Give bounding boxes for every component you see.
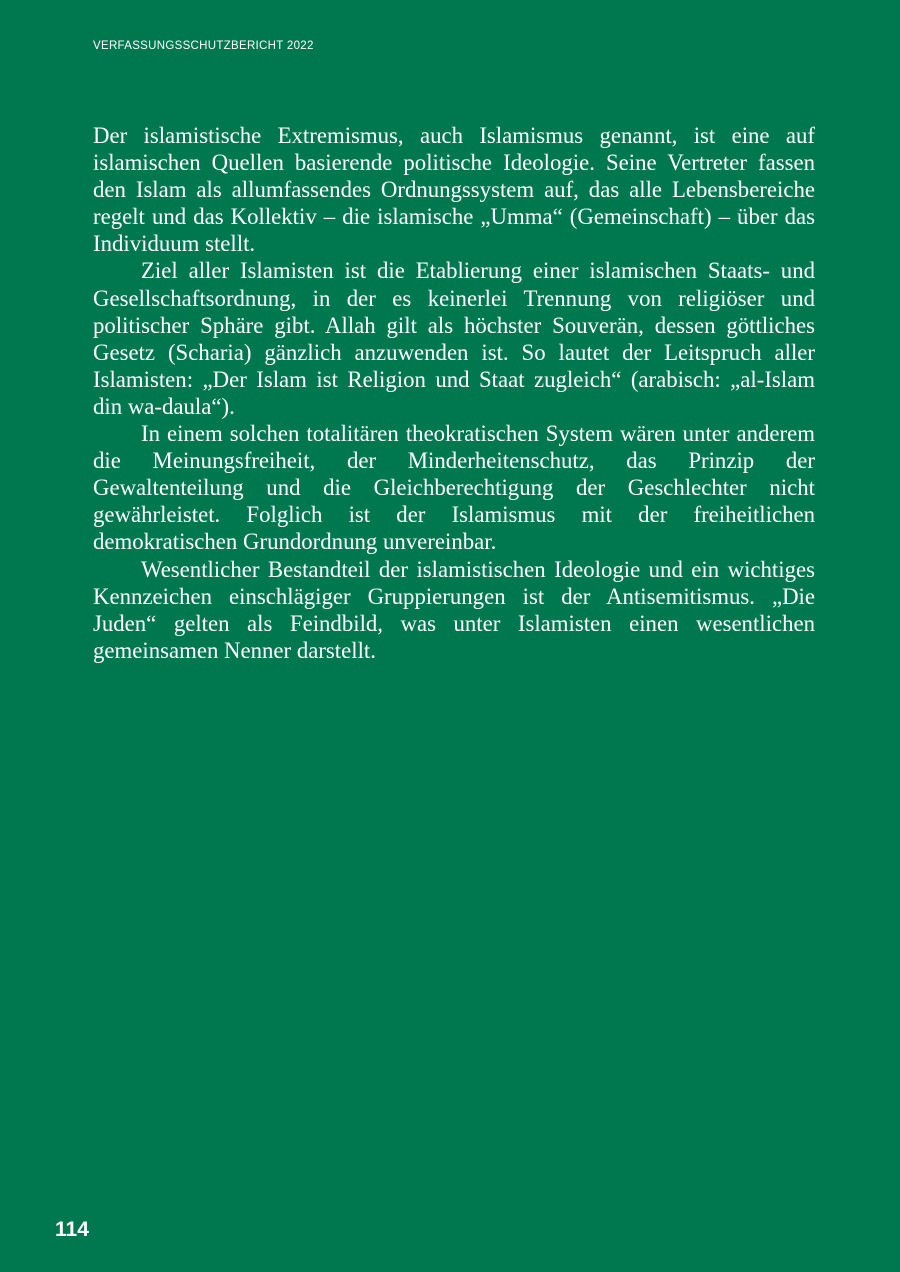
paragraph-4: Wesentlicher Bestandteil der islamistischen Ideologie und ein wichtiges Kennzeichen einschlägiger Gruppierungen ist der Antisemitismus. „Die Juden“ gelten als Feindbild, was unter Islamisten einen wesentlichen gemeinsamen Nenner darstellt.: [93, 556, 815, 663]
page-number: 114: [55, 1218, 89, 1241]
paragraph-2: Ziel aller Islamisten ist die Etablierung einer islamischen Staats- und Gesellschaftsordnung, in der es keinerlei Trennung von religiöser und politischer Sphäre gibt. Allah gilt als höchster Souverän, dessen göttliches Gesetz (Scharia) gänzlich anzuwenden ist. So lautet der Leitspruch aller Islamisten: „Der Islam ist Religion und Staat zugleich“ (arabisch: „al-Islam din wa-daula“).: [93, 258, 815, 419]
paragraph-1: Der islamistische Extremismus, auch Islamismus genannt, ist eine auf islamischen Quellen basierende politische Ideologie. Seine Vertreter fassen den Islam als allumfassendes Ordnungssystem auf, das alle Lebensbereiche regelt und das Kollektiv – die islamische „Umma“ (Gemeinschaft) – über das Individuum stellt.: [93, 123, 815, 257]
body-text: [93, 122, 815, 664]
running-header: VERFASSUNGSSCHUTZBERICHT 2022: [93, 40, 314, 52]
paragraph-3: In einem solchen totalitären theokratischen System wären unter anderem die Meinungsfreiheit, der Minderheitenschutz, das Prinzip der Gewaltenteilung und die Gleichberechtigung der Geschlechter nicht gewährleistet. Folglich ist der Islamismus mit der freiheitlichen demokratischen Grundordnung unvereinbar.: [93, 421, 815, 555]
